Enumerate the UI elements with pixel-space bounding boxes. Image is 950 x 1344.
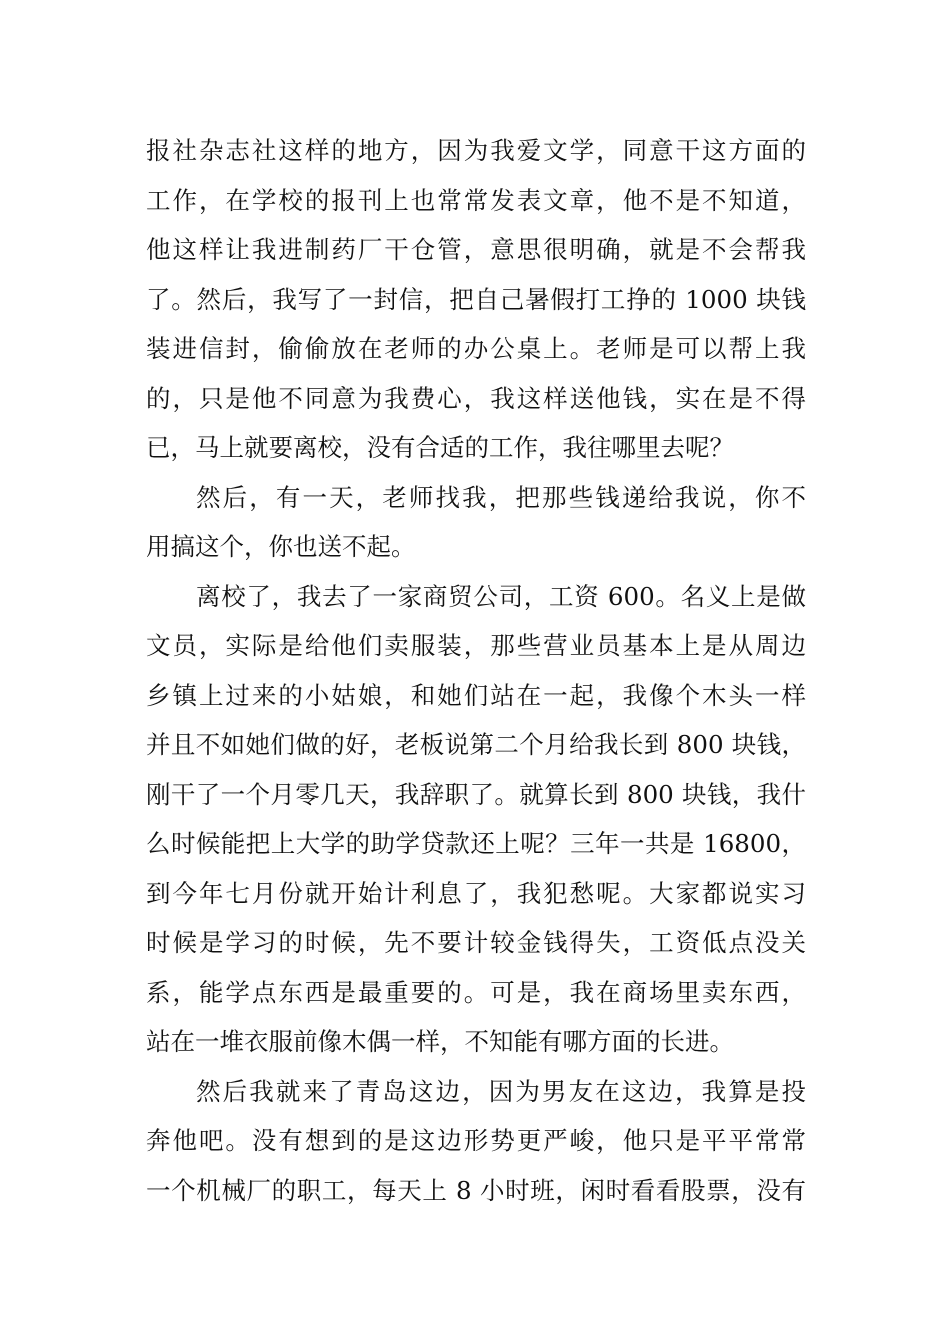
text-line: 乡镇上过来的小姑娘，和她们站在一起，我像个木头一样 [146, 680, 806, 710]
text-line: 文员，实际是给他们卖服装，那些营业员基本上是从周边 [146, 631, 806, 660]
text-line: 报社杂志社这样的地方，因为我爱文学，同意干这方面的 [146, 136, 806, 165]
text-line: 时候是学习的时候，先不要计较金钱得失，工资低点没关 [146, 928, 806, 957]
text-line: 的，只是他不同意为我费心，我这样送他钱，实在是不得 [146, 383, 806, 413]
text-line: 站在一堆衣服前像木偶一样，不知能有哪方面的长进。 [146, 1027, 734, 1056]
paragraph-first-line: 离校了，我去了一家商贸公司，工资 600。名义上是做 [196, 581, 806, 611]
text-line: 刚干了一个月零几天，我辞职了。就算长到 800 块钱，我什 [146, 779, 806, 809]
text-line: 已，马上就要离校，没有合适的工作，我往哪里去呢？ [146, 433, 734, 462]
paragraph-first-line: 然后我就来了青岛这边，因为男友在这边，我算是投 [196, 1076, 806, 1106]
text-line: 他这样让我进制药厂干仓管，意思很明确，就是不会帮我 [146, 235, 806, 264]
text-line: 并且不如她们做的好，老板说第二个月给我长到 800 块钱， [146, 730, 806, 759]
text-line: 系，能学点东西是最重要的。可是，我在商场里卖东西， [146, 977, 806, 1007]
text-line: 装进信封，偷偷放在老师的办公桌上。老师是可以帮上我 [146, 334, 806, 363]
body-text [146, 126, 806, 1215]
text-line: 一个机械厂的职工，每天上 8 小时班，闲时看看股票，没有 [146, 1175, 806, 1205]
text-line: 奔他吧。没有想到的是这边形势更严峻，他只是平平常常 [146, 1126, 806, 1155]
text-line: 到今年七月份就开始计利息了，我犯愁呢。大家都说实习 [146, 878, 806, 908]
text-line: 用搞这个，你也送不起。 [146, 532, 416, 561]
paragraph-first-line: 然后，有一天，老师找我，把那些钱递给我说，你不 [196, 482, 806, 512]
text-line: 了。然后，我写了一封信，把自己暑假打工挣的 1000 块钱 [146, 284, 806, 314]
text-line: 工作，在学校的报刊上也常常发表文章，他不是不知道， [146, 185, 806, 215]
text-line: 么时候能把上大学的助学贷款还上呢？三年一共是 16800， [146, 829, 806, 858]
